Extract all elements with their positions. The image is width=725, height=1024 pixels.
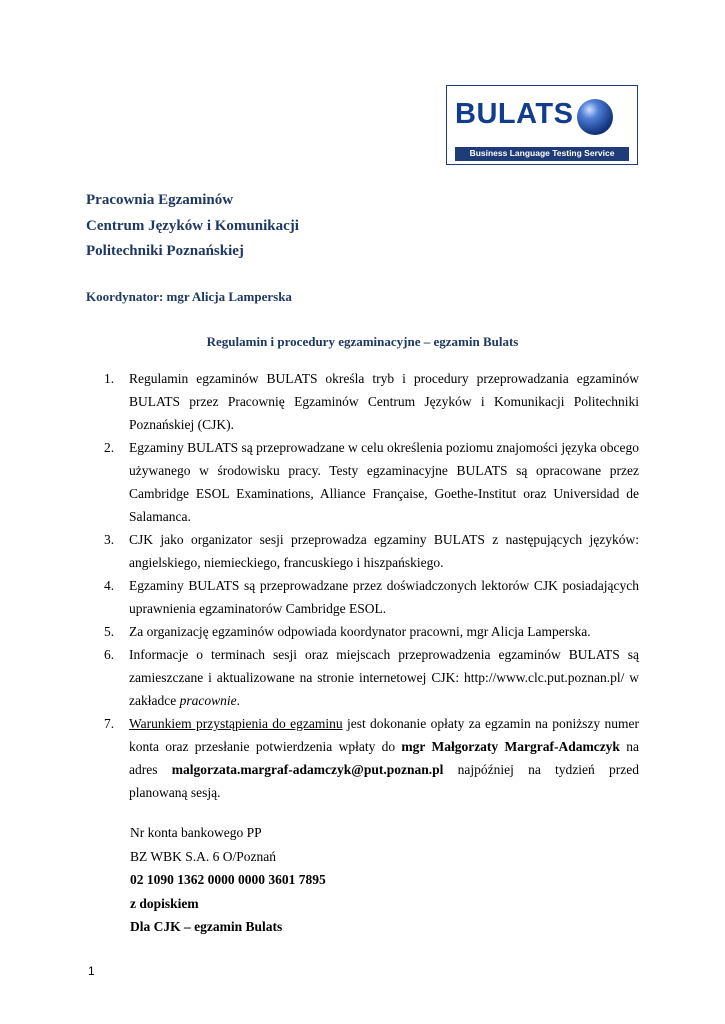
underlined-condition: Warunkiem przystąpienia do egzaminu [129,716,343,731]
bank-label: Nr konta bankowego PP [130,825,262,840]
heading-line-1: Pracownia Egzaminów [86,192,234,208]
recipient-name: mgr Małgorzaty Margraf-Adamczyk [401,739,620,754]
logo-wordmark: BULATS [455,98,574,130]
note-label: z dopiskiem [130,895,199,911]
list-item: 4. Egzaminy BULATS są przeprowadzane przez doświadczonych lektorów CJK posiadających uprawnienia egzaminatorów Cambridge ESOL. [104,578,639,616]
list-item: 5. Za organizację egzaminów odpowiada koordynator pracowni, mgr Alicja Lamperska. [104,624,591,639]
coordinator: Koordynator: mgr Alicja Lamperska [86,289,292,304]
bulats-logo [446,85,638,165]
document-title: Regulamin i procedury egzaminacyjne – egzamin Bulats [206,334,519,349]
page-number: 1 [88,964,95,978]
bank-name: BZ WBK S.A. 6 O/Poznań [130,848,277,864]
list-item: 2. Egzaminy BULATS są przeprowadzane w celu określenia poziomu znajomości języka obcego używanego w środowisku pracy. Testy egzaminacyjne BULATS są opracowane przez Cambridge ESOL Examinations, Alliance Française, Goethe-Institut oraz Universidad de Salamanca. [104,440,639,524]
email-address[interactable]: malgorzata.margraf-adamczyk@put.poznan.pl [171,762,444,777]
rules-list [104,367,639,804]
heading-line-2: Centrum Języków i Komunikacji [86,218,299,234]
logo-tagline: Business Language Testing Service [469,148,615,158]
list-item: 1. Regulamin egzaminów BULATS określa tryb i procedury przeprowadzania egzaminów BULATS przez Pracownię Egzaminów Centrum Języków i Komunikacji Politechniki Poznańskiej (CJK). [104,371,639,432]
logo-band [455,147,629,161]
list-item: 6. Informacje o terminach sesji oraz miejscach przeprowadzenia egzaminów BULATS są zamieszczane i aktualizowane na stronie internetowej CJK: http://www.clc.put.poznan.pl/ w zakładce pracownie. [104,647,639,708]
account-number: 02 1090 1362 0000 0000 3601 7895 [130,872,326,887]
heading-line-3: Politechniki Poznańskiej [86,243,244,259]
bank-details [130,821,326,939]
note-text: Dla CJK – egzamin Bulats [130,919,283,934]
italic-word: pracownie [179,693,237,708]
globe-icon [576,98,614,136]
list-item: 3. CJK jako organizator sesji przeprowadza egzaminy BULATS z następujących języków: angielskiego, niemieckiego, francuskiego i hiszpańskiego. [104,532,639,570]
list-item: 7. Warunkiem przystąpienia do egzaminu jest dokonanie opłaty za egzamin na poniższy numer konta oraz przesłanie potwierdzenia wpłaty do mgr Małgorzaty Margraf-Adamczyk na adres malgorzata.margraf-adamczyk@put.poznan.pl najpóźniej na tydzień przed planowaną sesją. [104,716,640,800]
